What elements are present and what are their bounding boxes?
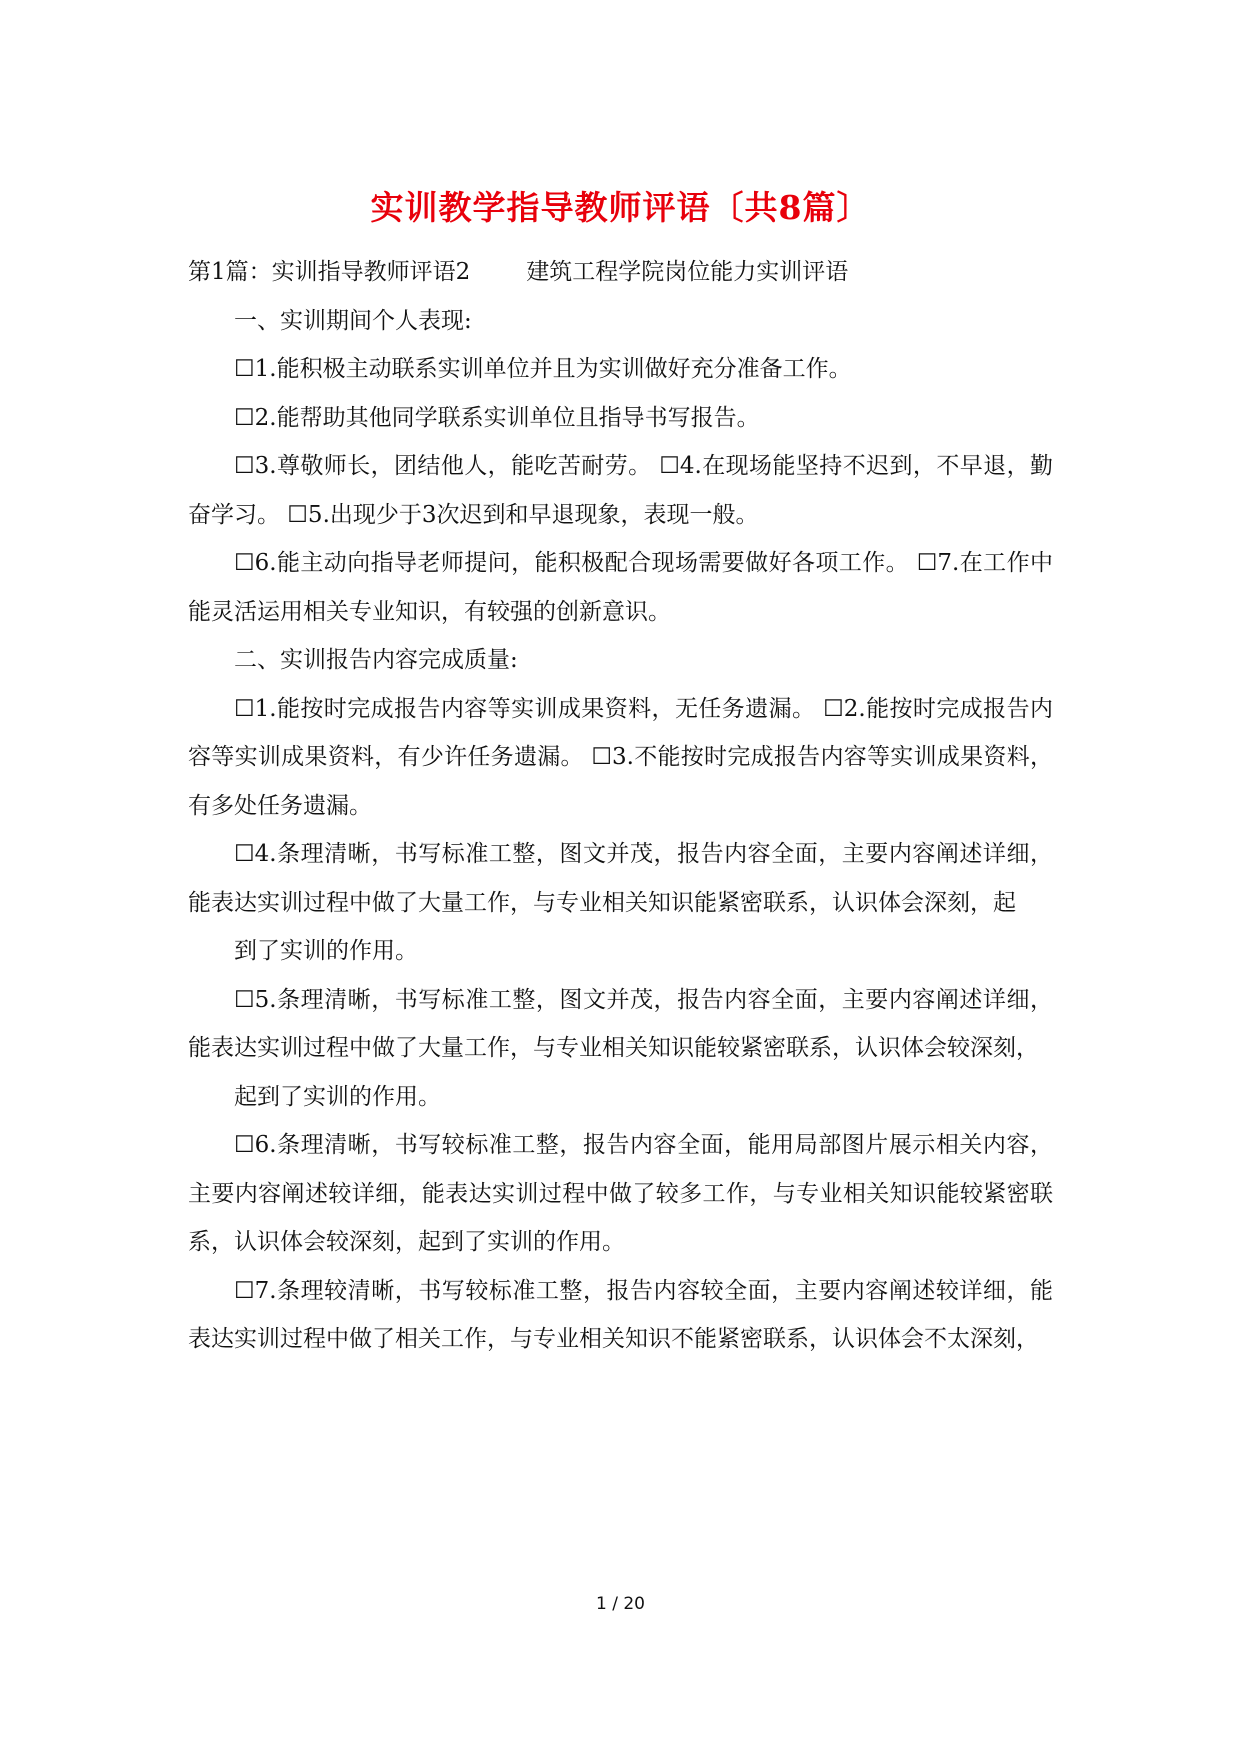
paragraph: ☐4.条理清晰，书写标准工整，图文并茂，报告内容全面，主要内容阐述详细，能表达实训过程中做了大量工作，与专业相关知识能紧密联系，认识体会深刻，起 <box>188 841 1053 916</box>
paragraph: ☐3.尊敬师长，团结他人，能吃苦耐劳。 ☐4.在现场能坚持不迟到，不早退，勤奋学习。 ☐5.出现少于3次迟到和早退现象，表现一般。 <box>188 453 1053 528</box>
paragraph: 到了实训的作用。 <box>234 938 418 964</box>
section-heading-report-quality: 二、实训报告内容完成质量: <box>234 647 518 673</box>
section-heading-performance: 一、实训期间个人表现: <box>234 307 472 334</box>
subtitle-left: 第1篇：实训指导教师评语2 <box>188 259 471 285</box>
document-subtitle <box>188 248 1053 297</box>
paragraph: ☐5.条理清晰，书写标准工整，图文并茂，报告内容全面，主要内容阐述详细，能表达实训过程中做了大量工作，与专业相关知识能较紧密联系，认识体会较深刻， <box>188 986 1053 1061</box>
paragraph: ☐7.条理较清晰，书写较标准工整，报告内容较全面，主要内容阐述较详细，能表达实训过程中做了相关工作，与专业相关知识不能紧密联系，认识体会不太深刻， <box>188 1277 1053 1352</box>
paragraph: ☐2.能帮助其他同学联系实训单位且指导书写报告。 <box>234 404 760 431</box>
page-number: 1 / 20 <box>596 1594 645 1614</box>
paragraph: ☐6.条理清晰，书写较标准工整，报告内容全面，能用局部图片展示相关内容，主要内容阐述较详细，能表达实训过程中做了较多工作，与专业相关知识能较紧密联系，认识体会较深刻，起到了实训的作用。 <box>188 1132 1053 1255</box>
paragraph: ☐1.能按时完成报告内容等实训成果资料，无任务遗漏。 ☐2.能按时完成报告内容等实训成果资料，有少许任务遗漏。 ☐3.不能按时完成报告内容等实训成果资料，有多处任务遗漏。 <box>188 695 1053 819</box>
paragraph: ☐1.能积极主动联系实训单位并且为实训做好充分准备工作。 <box>234 356 852 382</box>
subtitle-right: 建筑工程学院岗位能力实训评语 <box>526 259 849 285</box>
paragraph: ☐6.能主动向指导老师提问，能积极配合现场需要做好各项工作。 ☐7.在工作中能灵活运用相关专业知识，有较强的创新意识。 <box>188 550 1053 625</box>
document-body <box>188 248 1053 1364</box>
paragraph: 起到了实训的作用。 <box>234 1083 441 1110</box>
document-title: 实训教学指导教师评语〔共8篇〕 <box>370 188 871 227</box>
